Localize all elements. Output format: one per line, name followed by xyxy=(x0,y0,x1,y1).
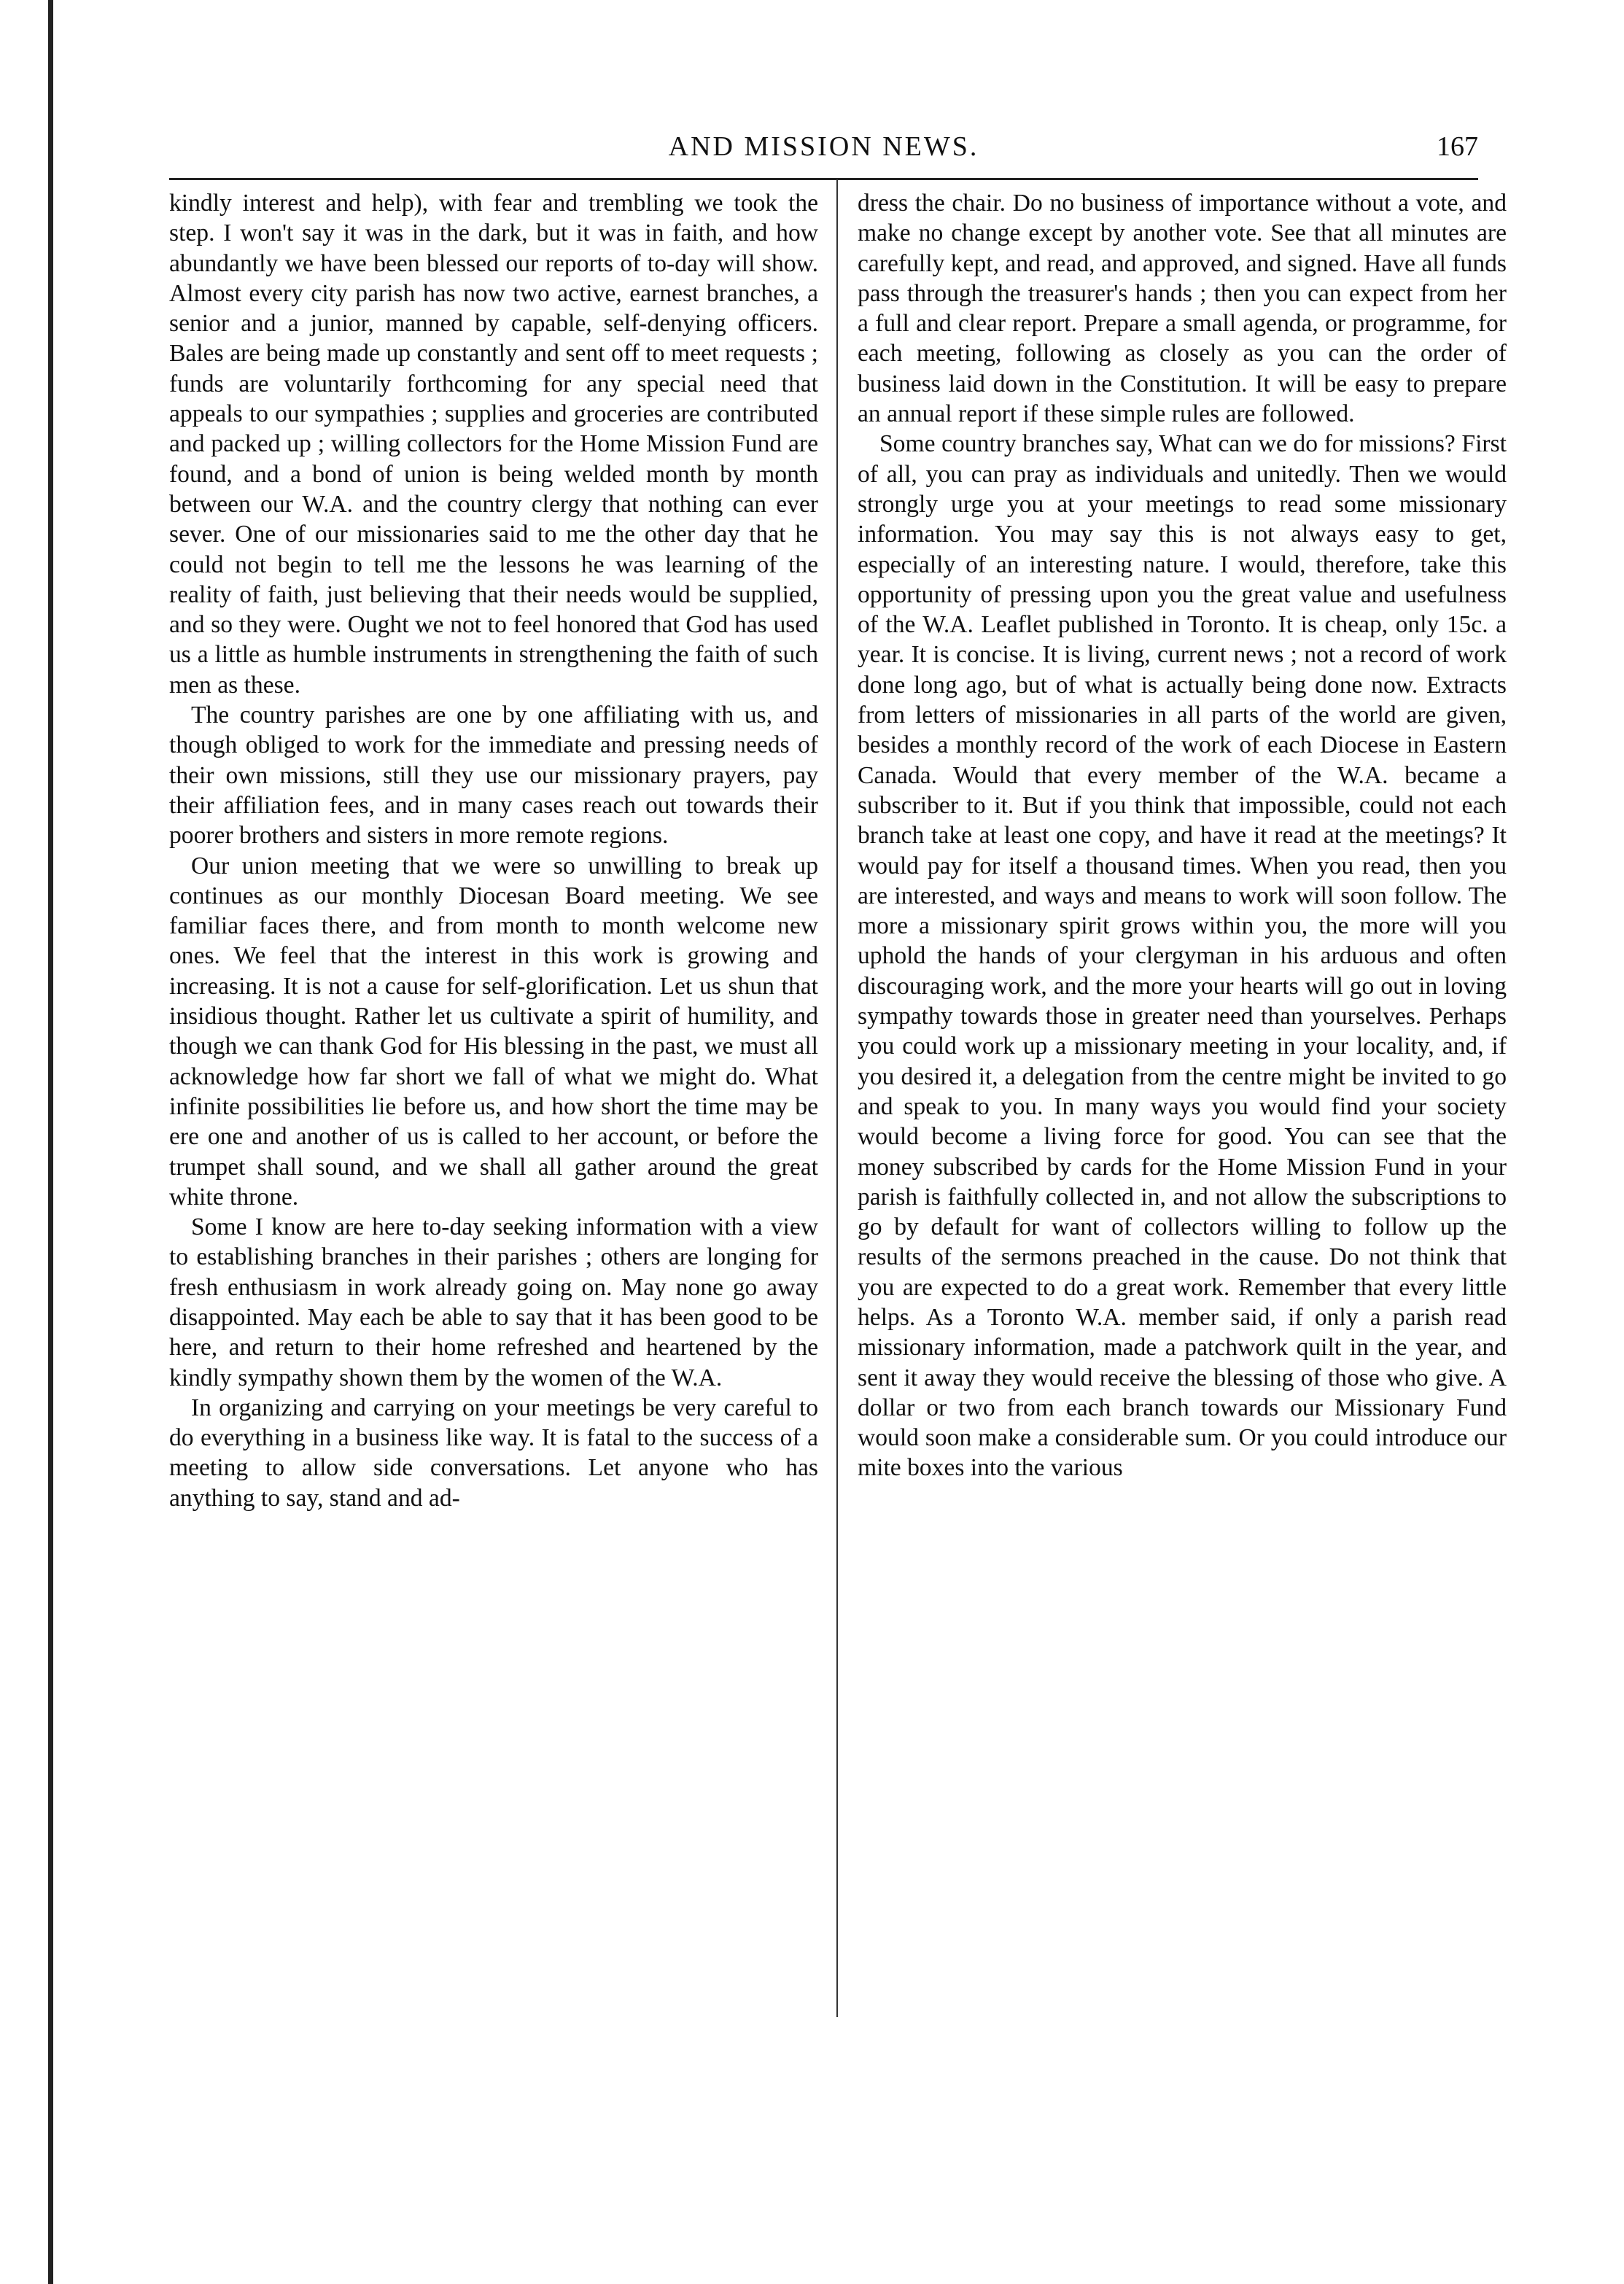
column-divider xyxy=(836,179,838,2017)
paragraph: Our union meeting that we were so unwilling to break up continues as our monthly Diocesan Board meeting. We see familiar faces there, and from month to month welcome new ones. We feel that the interest in this work is growing and increasing. It is not a cause for self-glorification. Let us shun that insidious thought. Rather let us cultivate a spirit of humility, and though we can thank God for His blessing in the past, we must all acknowledge how far short we fall of what we might do. What infinite possibilities lie before us, and how short the time may be ere one and another of us is called to her account, or before the trumpet shall sound, and we shall all gather around the great white throne. xyxy=(169,852,818,1211)
paragraph: kindly interest and help), with fear and trembling we took the step. I won't say it was in the dark, but it was in faith, and how abundantly we have been blessed our reports of to-day will show. Almost every city parish has now two active, earnest branches, a senior and a junior, manned by capable, self-denying officers. Bales are being made up constantly and sent off to meet requests ; funds are voluntarily forthcoming for any special need that appeals to our sympathies ; supplies and groceries are contributed and packed up ; willing collectors for the Home Mission Fund are found, and a bond of union is being welded month by month between our W.A. and the country clergy that nothing can ever sever. One of our missionaries said to me the other day that he could not begin to tell me the lessons he was learning of the reality of faith, just believing that their needs would be supplied, and so they were. Ought we not to feel honored that God has used us a little as humble instruments in strengthening the faith of such men as these. xyxy=(169,190,818,699)
left-column xyxy=(169,188,818,2143)
page-number: 167 xyxy=(1437,131,1478,162)
paragraph: The country parishes are one by one affiliating with us, and though obliged to work for the immediate and pressing needs of their own missions, still they use our missionary prayers, pay their affiliation fees, and in many cases reach out towards their poorer brothers and sisters in more remote regions. xyxy=(169,702,818,850)
paragraph: dress the chair. Do no business of importance without a vote, and make no change except by another vote. See that all minutes are carefully kept, and read, and approved, and signed. Have all funds pass through the treasurer's hands ; then you can expect from her a full and clear report. Prepare a small agenda, or programme, for each meeting, following as closely as you can the order of business laid down in the Constitution. It will be easy to prepare an annual report if these simple rules are followed. xyxy=(858,190,1507,428)
paragraph: Some country branches say, What can we do for missions? First of all, you can pray as individuals and unitedly. Then we would strongly urge you at your meetings to read some missionary information. You may say this is not always easy to get, especially of an interesting nature. I would, therefore, take this opportunity of pressing upon you the great value and usefulness of the W.A. Leaflet published in Toronto. It is cheap, only 15c. a year. It is concise. It is living, current news ; not a record of work done long ago, but of what is actually being done now. Extracts from letters of missionaries in all parts of the world are given, besides a monthly record of the work of each Diocese in Eastern Canada. Would that every member of the W.A. became a subscriber to it. But if you think that impossible, could not each branch take at least one copy, and have it read at the meetings? It would pay for itself a thousand times. When you read, then you are interested, and ways and means to work will soon follow. The more a missionary spirit grows within you, the more will you uphold the hands of your clergyman in his arduous and often discouraging work, and the more your hearts will go out in loving sympathy towards those in greater need than yourselves. Perhaps you could work up a missionary meeting in your locality, and, if you desired it, a delegation from the centre might be invited to go and speak to you. In many ways you would find your society would become a living force for good. You can see that the money subscribed by cards for the Home Mission Fund in your parish is faithfully collected in, and not allow the subscriptions to go by default for want of collectors willing to follow up the results of the sermons preached in the cause. Do not think that you are expected to do a great work. Remember that every little helps. As a Toronto W.A. member said, if only a parish read missionary information, made a patchwork quilt in the year, and sent it away they would receive the blessing of those who give. A dollar or two from each branch towards our Missionary Fund would soon make a considerable sum. Or you could introduce our mite boxes into the various xyxy=(858,430,1507,1482)
page-binding-edge xyxy=(48,0,53,2284)
right-column xyxy=(858,188,1507,2143)
page-header xyxy=(169,128,1478,172)
header-rule xyxy=(169,178,1478,180)
paragraph: In organizing and carrying on your meetings be very careful to do everything in a business like way. It is fatal to the success of a meeting to allow side conversations. Let anyone who has anything to say, stand and ad- xyxy=(169,1394,818,1512)
running-head: AND MISSION NEWS. xyxy=(668,131,979,162)
paragraph: Some I know are here to-day seeking information with a view to establishing branches in their parishes ; others are longing for fresh enthusiasm in work already going on. May none go away disappointed. May each be able to say that it has been good to be here, and return to their home refreshed and heartened by the kindly sympathy shown them by the women of the W.A. xyxy=(169,1213,818,1391)
